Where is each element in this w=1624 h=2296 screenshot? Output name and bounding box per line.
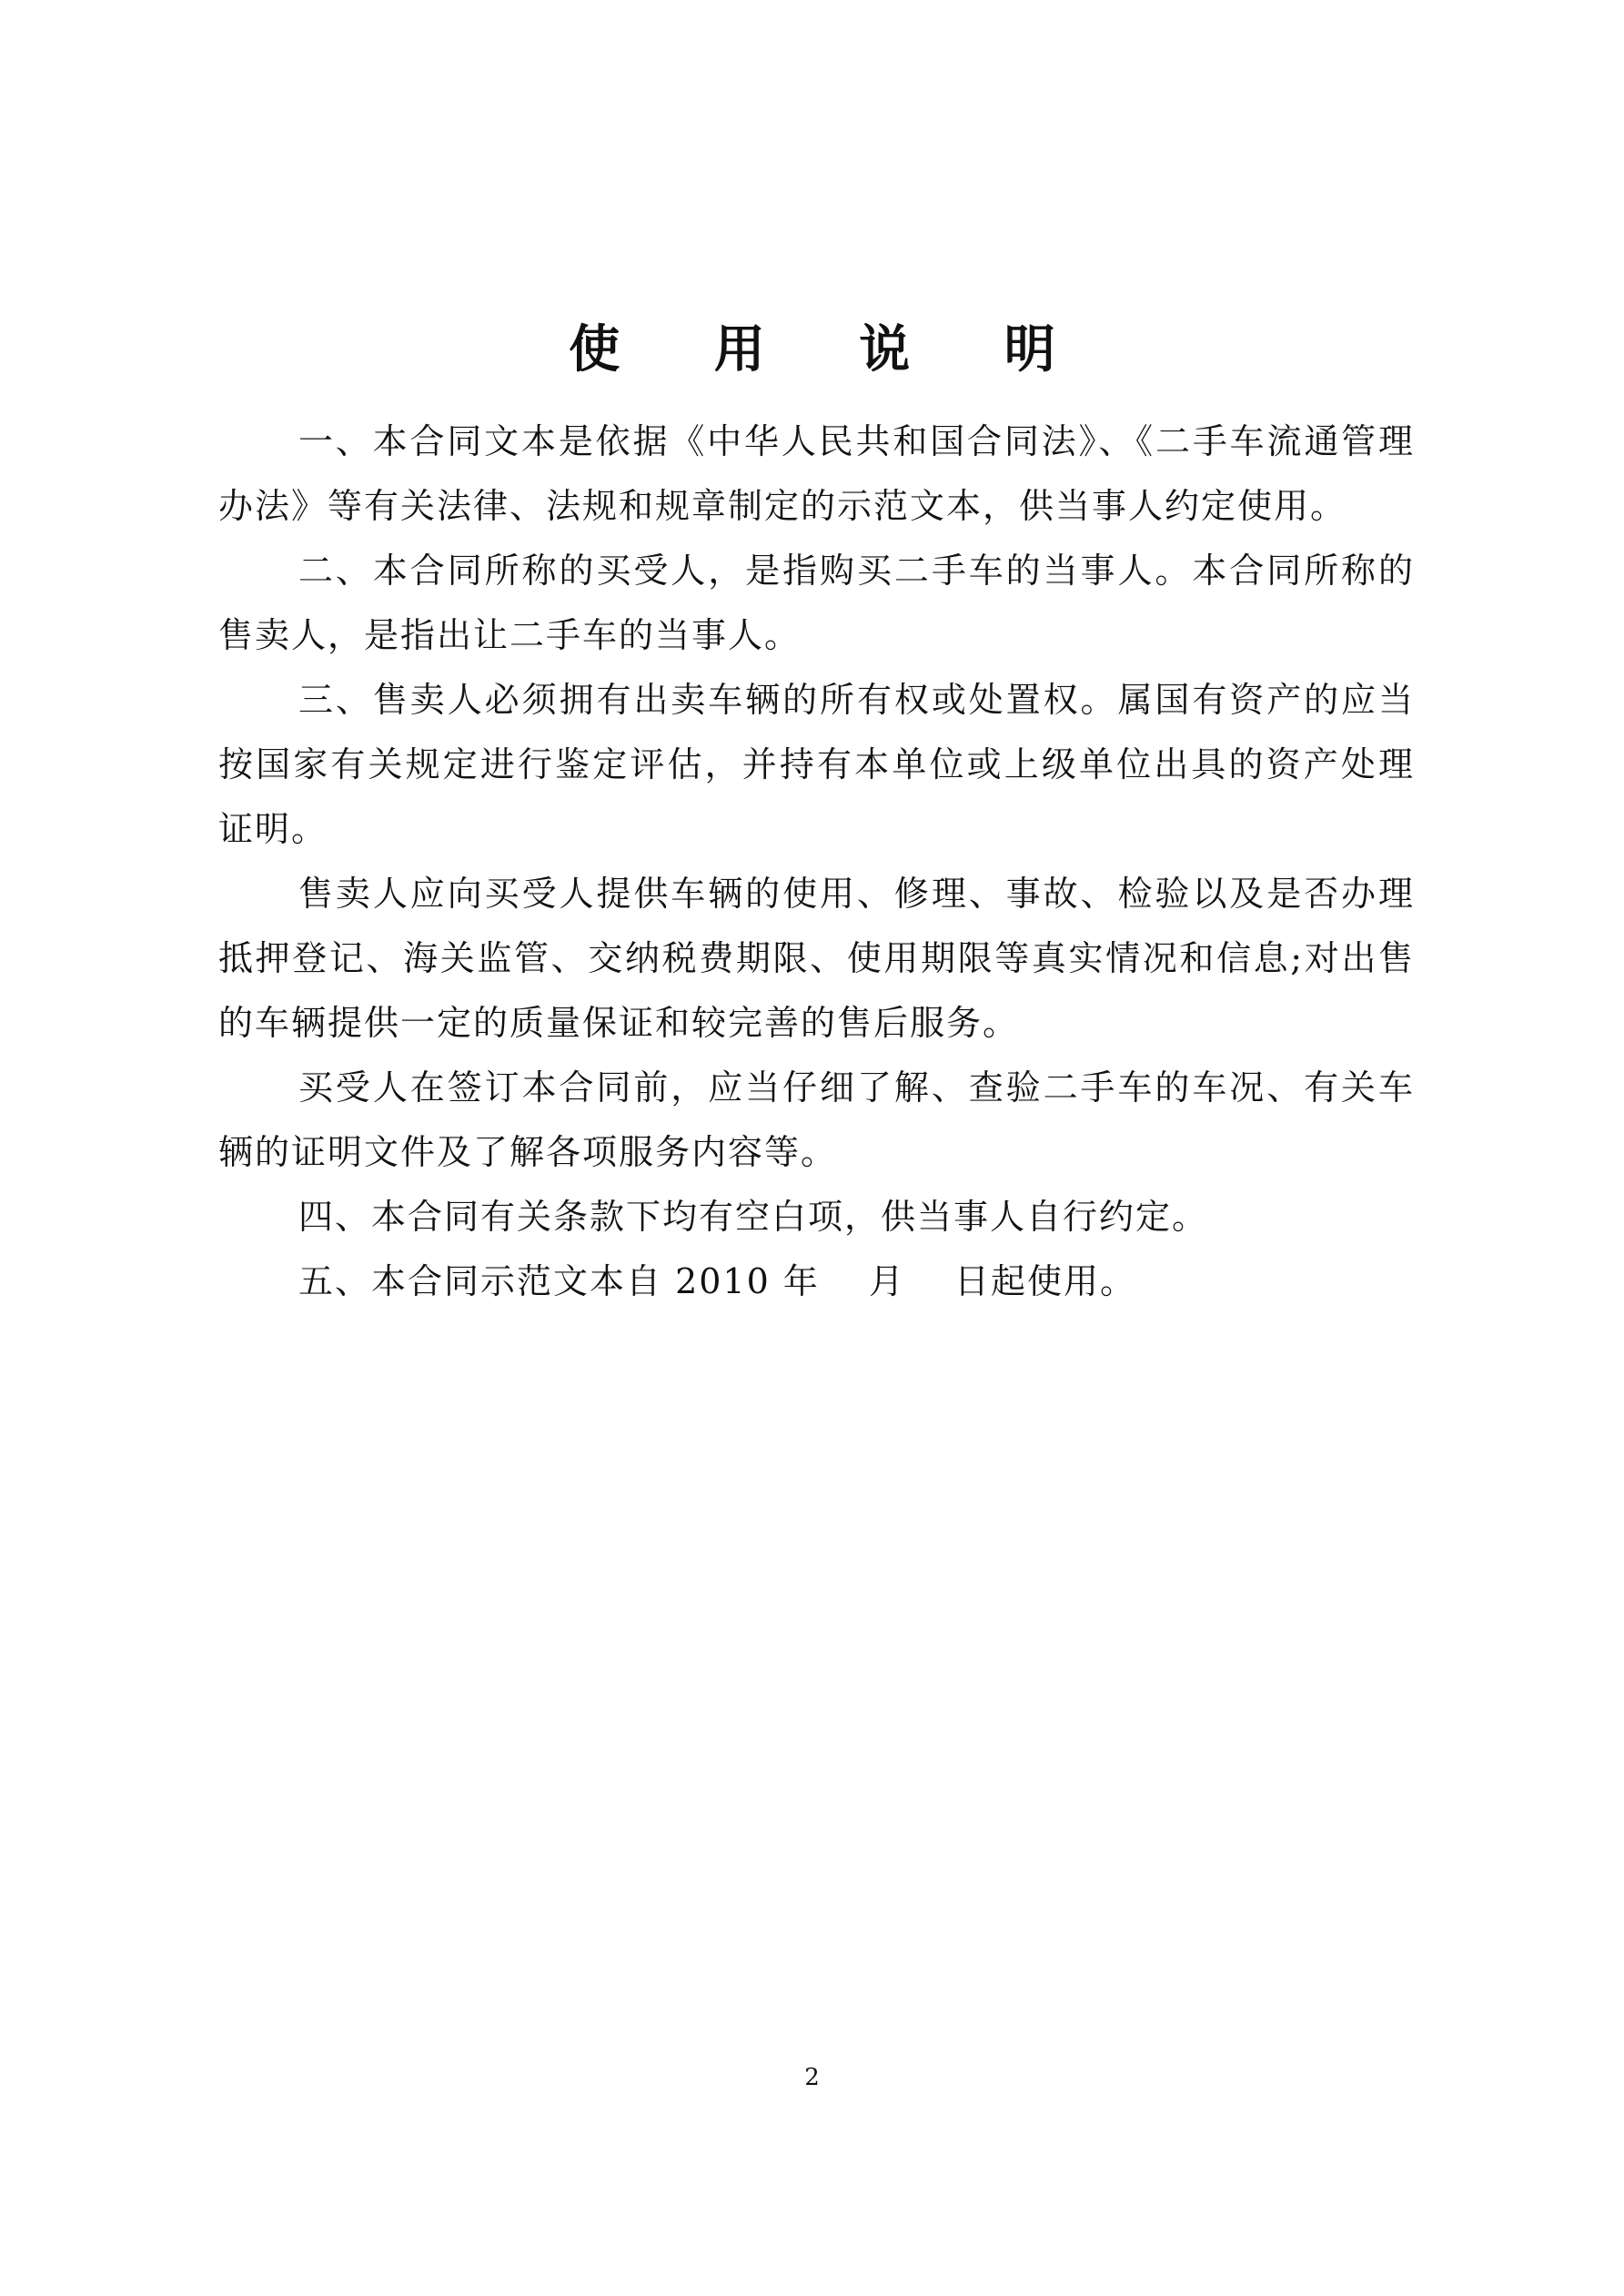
paragraph-seller-obligations: 售卖人应向买受人提供车辆的使用、修理、事故、检验以及是否办理抵押登记、海关监管、交纳税费期限、使用期限等真实情况和信息;对出售的车辆提供一定的质量保证和较完善的售后服务。 <box>218 874 1415 1043</box>
page-number: 2 <box>804 2064 820 2091</box>
page-title: 使 用 说 明 <box>569 319 1094 379</box>
paragraph-clause-1: 一、本合同文本是依据《中华人民共和国合同法》、《二手车流通管理办法》等有关法律、法规和规章制定的示范文本，供当事人约定使用。 <box>218 421 1415 526</box>
paragraph-clause-4: 四、本合同有关条款下均有空白项，供当事人自行约定。 <box>298 1197 1209 1237</box>
paragraph-buyer-obligations: 买受人在签订本合同前，应当仔细了解、查验二手车的车况、有关车辆的证明文件及了解各项服务内容等。 <box>218 1067 1415 1172</box>
paragraph-clause-5: 五、本合同示范文本自 2010 年 月 日起使用。 <box>298 1261 1137 1301</box>
document-body <box>218 410 1415 1314</box>
paragraph-clause-3: 三、售卖人必须拥有出卖车辆的所有权或处置权。属国有资产的应当按国家有关规定进行鉴定评估，并持有本单位或上级单位出具的资产处理证明。 <box>218 680 1415 849</box>
paragraph-clause-2: 二、本合同所称的买受人，是指购买二手车的当事人。本合同所称的售卖人，是指出让二手车的当事人。 <box>218 551 1415 655</box>
